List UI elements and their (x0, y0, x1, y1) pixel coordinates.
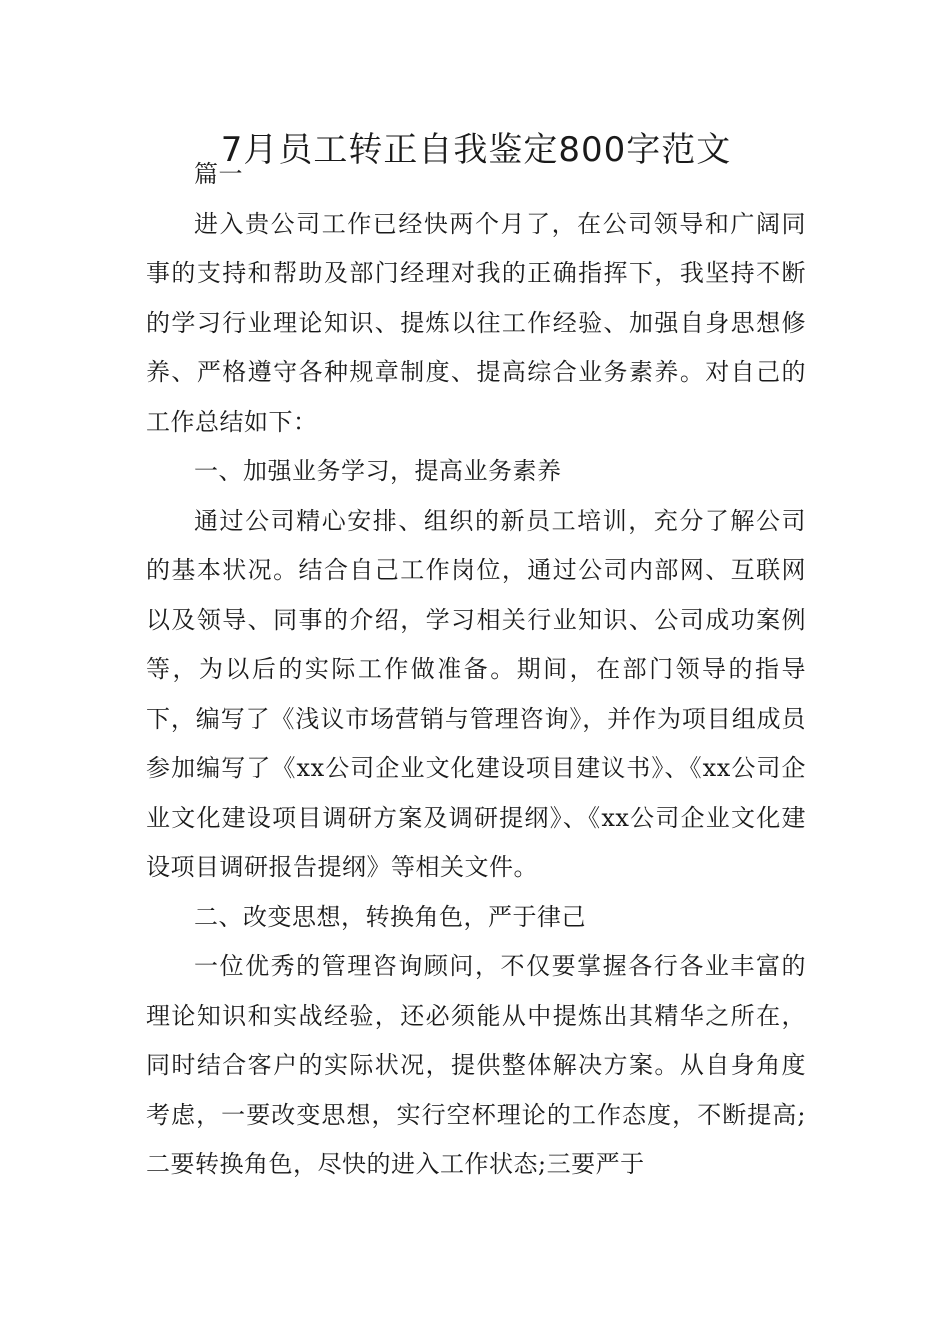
section-heading-1: 一、加强业务学习，提高业务素养 (194, 457, 562, 485)
section-label: 篇一 (194, 160, 243, 188)
document-body (146, 150, 806, 1190)
section-1-paragraph: 通过公司精心安排、组织的新员工培训，充分了解公司的基本状况。结合自己工作岗位，通过公司内部网、互联网以及领导、同事的介绍，学习相关行业知识、公司成功案例等，为以后的实际工作做准备。期间，在部门领导的指导下，编写了《浅议市场营销与管理咨询》，并作为项目组成员参加编写了《xx公司企业文化建设项目建议书》、《xx公司企业文化建设项目调研方案及调研提纲》、《xx公司企业文化建设项目调研报告提纲》等相关文件。 (146, 506, 806, 881)
section-2-paragraph: 一位优秀的管理咨询顾问，不仅要掌握各行各业丰富的理论知识和实战经验，还必须能从中提炼出其精华之所在，同时结合客户的实际状况，提供整体解决方案。从自身角度考虑，一要改变思想，实行空杯理论的工作态度，不断提高;二要转换角色，尽快的进入工作状态;三要严于 (146, 952, 806, 1178)
document-title: 7月员工转正自我鉴定800字范文 (220, 130, 732, 170)
intro-paragraph: 进入贵公司工作已经快两个月了，在公司领导和广阔同事的支持和帮助及部门经理对我的正确指挥下，我坚持不断的学习行业理论知识、提炼以往工作经验、加强自身思想修养、严格遵守各种规章制度、提高综合业务素养。对自己的工作总结如下： (146, 209, 806, 436)
section-heading-2: 二、改变思想，转换角色，严于律己 (194, 902, 586, 931)
